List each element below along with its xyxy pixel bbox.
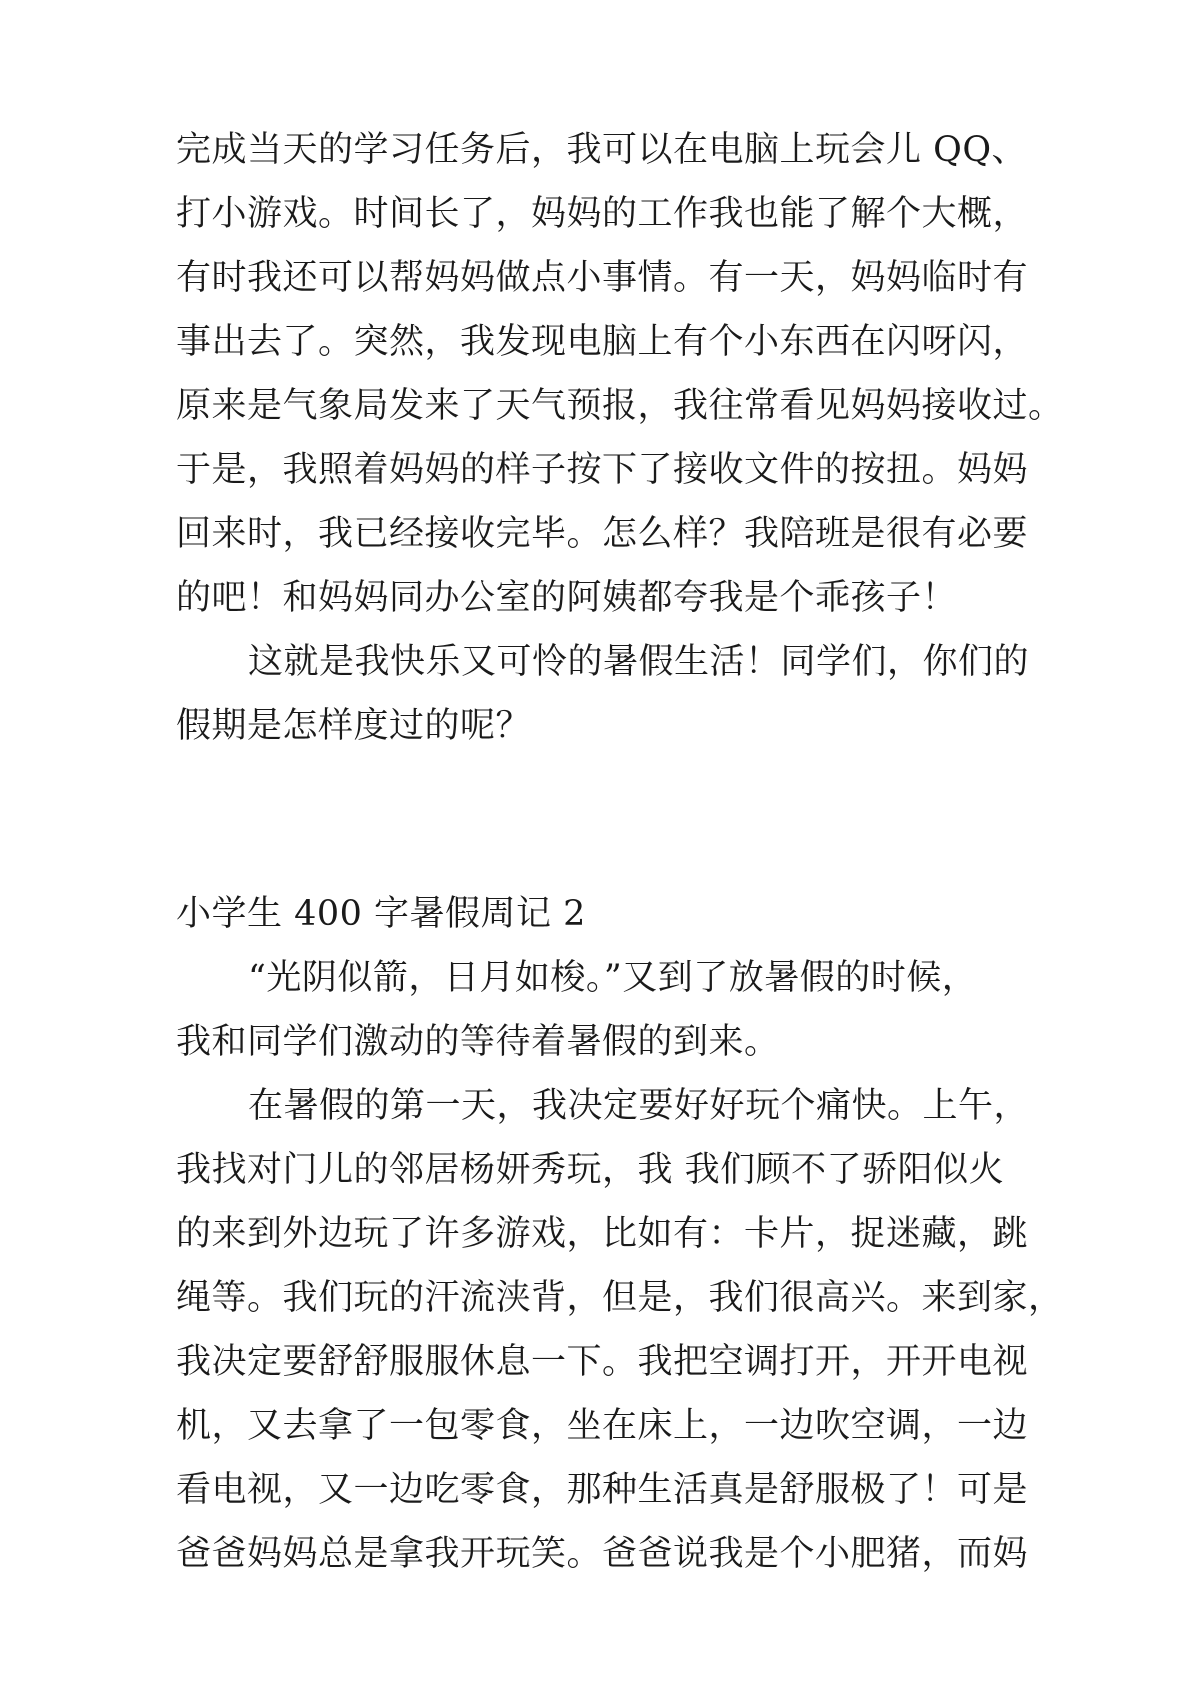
text-line: 看电视，又一边吃零食，那种生活真是舒服极了！可是 xyxy=(176,1470,1029,1510)
text-line: 原来是气象局发来了天气预报，我往常看见妈妈接收过。 xyxy=(176,386,1064,426)
text-line: 我找对门儿的邻居杨妍秀玩，我 我们顾不了骄阳似火 xyxy=(176,1150,1005,1190)
text-line: 有时我还可以帮妈妈做点小事情。有一天，妈妈临时有 xyxy=(176,258,1029,298)
text-line: 在暑假的第一天，我决定要好好玩个痛快。上午， xyxy=(248,1086,1030,1126)
text-line: 爸爸妈妈总是拿我开玩笑。爸爸说我是个小肥猪，而妈 xyxy=(176,1534,1029,1574)
article2-body xyxy=(176,946,1076,1586)
article-heading xyxy=(176,882,1076,946)
closing-paragraph xyxy=(176,630,1076,758)
text-line: 机，又去拿了一包零食，坐在床上，一边吹空调，一边 xyxy=(176,1406,1029,1446)
text-line: 完成当天的学习任务后，我可以在电脑上玩会儿 QQ、 xyxy=(176,130,1028,170)
text-line: 绳等。我们玩的汗流浃背，但是，我们很高兴。来到家， xyxy=(176,1278,1064,1318)
text-line: 这就是我快乐又可怜的暑假生活！同学们，你们的 xyxy=(248,642,1030,682)
article-title: 小学生 400 字暑假周记 2 xyxy=(176,894,586,934)
continuation-paragraph xyxy=(176,118,1076,630)
text-line: 我决定要舒舒服服休息一下。我把空调打开，开开电视 xyxy=(176,1342,1029,1382)
text-line: 我和同学们激动的等待着暑假的到来。 xyxy=(176,1022,780,1062)
text-line: 假期是怎样度过的呢？ xyxy=(176,706,532,746)
text-line: 的吧！和妈妈同办公室的阿姨都夸我是个乖孩子！ xyxy=(176,578,958,618)
text-line: “光阴似箭，日月如梭。”又到了放暑假的时候， xyxy=(248,958,978,998)
text-line: 于是，我照着妈妈的样子按下了接收文件的按扭。妈妈 xyxy=(176,450,1029,490)
text-line: 事出去了。突然，我发现电脑上有个小东西在闪呀闪， xyxy=(176,322,1029,362)
text-line: 打小游戏。时间长了，妈妈的工作我也能了解个大概， xyxy=(176,194,1029,234)
text-line: 的来到外边玩了许多游戏，比如有：卡片，捉迷藏，跳 xyxy=(176,1214,1029,1254)
text-line: 回来时，我已经接收完毕。怎么样？我陪班是很有必要 xyxy=(176,514,1029,554)
